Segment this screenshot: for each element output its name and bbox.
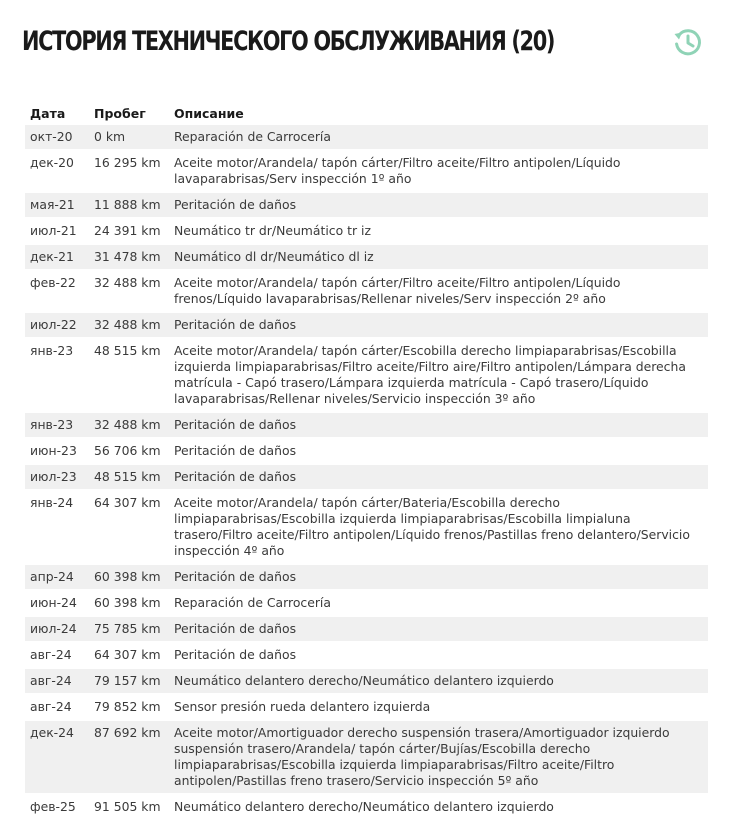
- row-mileage: 11 888 km: [94, 197, 161, 212]
- row-mileage: 32 488 km: [94, 317, 161, 332]
- row-mileage: 64 307 km: [94, 647, 161, 662]
- row-mileage: 31 478 km: [94, 249, 161, 264]
- table-row: [25, 669, 708, 693]
- row-mileage: 24 391 km: [94, 223, 161, 238]
- row-mileage: 0 km: [94, 129, 126, 144]
- table-row: [25, 245, 708, 269]
- row-description: Aceite motor/Amortiguador derecho suspensión trasera/Amortiguador izquierdo suspensión trasero/Arandela/ tapón cárter/Bujías/Escobilla derecho limpiaparabrisas/Escobilla izquierda limpiaparabrisas/Filtro aceite/Filtro antipolen/Pastillas freno trasero/Servicio inspección 5º año: [174, 725, 670, 788]
- row-mileage: 87 692 km: [94, 725, 161, 740]
- row-date: окт-20: [30, 129, 73, 144]
- table-row: [25, 565, 708, 589]
- column-header-description: Описание: [174, 105, 244, 121]
- row-mileage: 79 157 km: [94, 673, 161, 688]
- table-row: [25, 721, 708, 793]
- maintenance-table: [25, 101, 708, 821]
- row-date: дек-24: [30, 725, 74, 740]
- row-description: Peritación de daños: [174, 443, 297, 458]
- row-mileage: 91 505 km: [94, 799, 161, 814]
- row-mileage: 56 706 km: [94, 443, 161, 458]
- row-description: Peritación de daños: [174, 317, 297, 332]
- table-row: [25, 271, 708, 311]
- row-date: янв-23: [30, 343, 74, 358]
- table-row: [25, 151, 708, 191]
- row-description: Reparación de Carrocería: [174, 595, 331, 610]
- row-date: мая-21: [30, 197, 75, 212]
- row-description: Peritación de daños: [174, 621, 297, 636]
- row-date: июл-22: [30, 317, 77, 332]
- row-mileage: 16 295 km: [94, 155, 161, 170]
- row-description: Aceite motor/Arandela/ tapón cárter/Bateria/Escobilla derecho limpiaparabrisas/Escobilla izquierda limpiaparabrisas/Escobilla limpialuna trasero/Filtro aceite/Filtro antipolen/Líquido frenos/Pastillas freno delantero/Servicio inspección 4º año: [174, 495, 690, 558]
- history-button[interactable]: [669, 24, 707, 60]
- row-description: Reparación de Carrocería: [174, 129, 331, 144]
- row-date: июл-24: [30, 621, 77, 636]
- table-row: [25, 413, 708, 437]
- table-row: [25, 617, 708, 641]
- row-date: апр-24: [30, 569, 74, 584]
- row-mileage: 60 398 km: [94, 595, 161, 610]
- row-date: дек-20: [30, 155, 74, 170]
- table-row: [25, 491, 708, 563]
- row-description: Peritación de daños: [174, 469, 297, 484]
- row-description: Peritación de daños: [174, 197, 297, 212]
- row-date: авг-24: [30, 699, 72, 714]
- row-date: фев-25: [30, 799, 76, 814]
- row-date: июл-23: [30, 469, 77, 484]
- row-description: Neumático dl dr/Neumático dl iz: [174, 249, 374, 264]
- row-date: июл-21: [30, 223, 77, 238]
- row-description: Aceite motor/Arandela/ tapón cárter/Filtro aceite/Filtro antipolen/Líquido frenos/Líquido lavaparabrisas/Rellenar niveles/Serv inspección 2º año: [174, 275, 621, 306]
- row-date: авг-24: [30, 647, 72, 662]
- row-date: июн-24: [30, 595, 77, 610]
- page-title: ИСТОРИЯ ТЕХНИЧЕСКОГО ОБСЛУЖИВАНИЯ (20): [22, 26, 555, 57]
- row-date: дек-21: [30, 249, 74, 264]
- row-mileage: 79 852 km: [94, 699, 161, 714]
- row-description: Neumático delantero derecho/Neumático delantero izquierdo: [174, 799, 554, 814]
- row-description: Peritación de daños: [174, 647, 297, 662]
- table-row: [25, 643, 708, 667]
- row-date: янв-24: [30, 495, 74, 510]
- row-description: Neumático tr dr/Neumático tr iz: [174, 223, 371, 238]
- row-mileage: 48 515 km: [94, 469, 161, 484]
- table-row: [25, 219, 708, 243]
- row-description: Peritación de daños: [174, 417, 297, 432]
- column-header-mileage: Пробег: [94, 105, 146, 121]
- table-row: [25, 439, 708, 463]
- table-row: [25, 125, 708, 149]
- row-date: авг-24: [30, 673, 72, 688]
- row-mileage: 75 785 km: [94, 621, 161, 636]
- table-row: [25, 591, 708, 615]
- row-description: Neumático delantero derecho/Neumático delantero izquierdo: [174, 673, 554, 688]
- row-mileage: 48 515 km: [94, 343, 161, 358]
- table-row: [25, 695, 708, 719]
- table-header: [25, 101, 708, 125]
- row-mileage: 32 488 km: [94, 275, 161, 290]
- row-date: июн-23: [30, 443, 77, 458]
- history-icon: [671, 25, 705, 59]
- table-row: [25, 313, 708, 337]
- row-mileage: 32 488 km: [94, 417, 161, 432]
- row-description: Aceite motor/Arandela/ tapón cárter/Escobilla derecho limpiaparabrisas/Escobilla izquierda limpiaparabrisas/Filtro aceite/Filtro aire/Filtro antipolen/Lámpara derecha matrícula - Capó trasero/Lámpara izquierda matrícula - Capó trasero/Líquido lavaparabrisas/Rellenar niveles/Servicio inspección 3º año: [174, 343, 686, 406]
- table-row: [25, 465, 708, 489]
- row-mileage: 64 307 km: [94, 495, 161, 510]
- row-date: янв-23: [30, 417, 74, 432]
- row-date: фев-22: [30, 275, 76, 290]
- table-row: [25, 193, 708, 217]
- row-description: Aceite motor/Arandela/ tapón cárter/Filtro aceite/Filtro antipolen/Líquido lavaparabrisas/Serv inspección 1º año: [174, 155, 621, 186]
- column-header-date: Дата: [30, 105, 66, 121]
- row-description: Peritación de daños: [174, 569, 297, 584]
- table-body: [25, 125, 708, 819]
- row-mileage: 60 398 km: [94, 569, 161, 584]
- row-description: Sensor presión rueda delantero izquierda: [174, 699, 431, 714]
- table-row: [25, 339, 708, 411]
